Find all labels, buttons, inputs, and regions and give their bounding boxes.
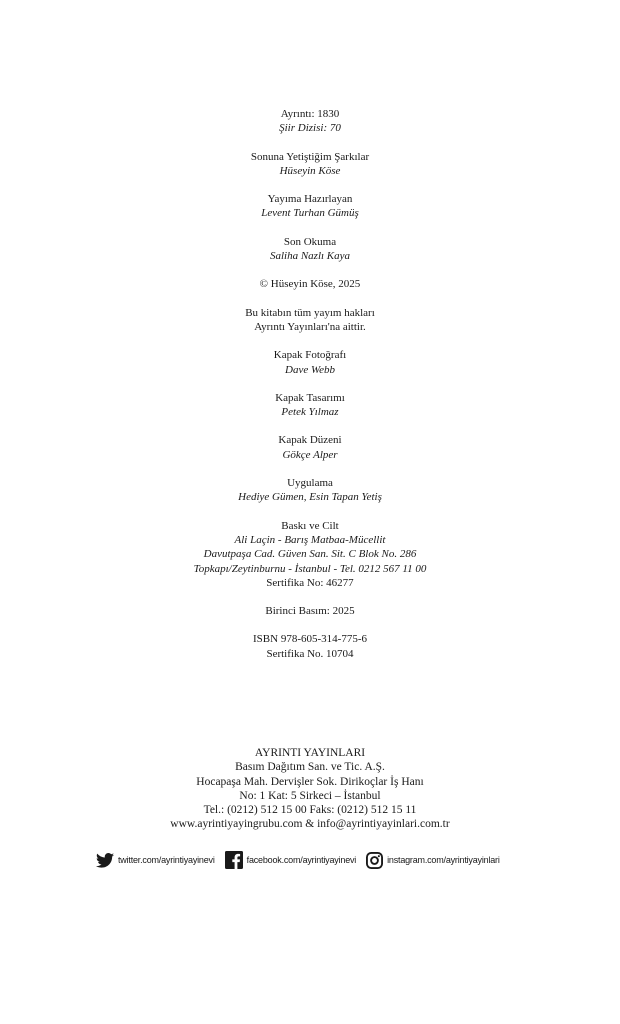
- editor-name: Levent Turhan Gümüş: [261, 207, 359, 220]
- cover-design-credit: [0, 391, 620, 420]
- facebook-icon: [225, 851, 243, 869]
- imprint-block: [0, 107, 620, 675]
- author-name: Hüseyin Köse: [279, 164, 341, 177]
- rights-line-2: Ayrıntı Yayınları'na aittir.: [254, 320, 366, 333]
- series-name: Şiir Dizisi: 70: [279, 122, 341, 135]
- application-credit: [0, 476, 620, 505]
- cover-layout-label: Kapak Düzeni: [278, 434, 342, 447]
- print-label: Baskı ve Cilt: [281, 519, 339, 532]
- title-author: [0, 150, 620, 179]
- application-label: Uygulama: [287, 477, 333, 490]
- certificate-number: Sertifika No. 10704: [266, 647, 354, 660]
- publisher-block: [0, 746, 620, 832]
- proof-label: Son Okuma: [283, 235, 337, 248]
- cover-layout-name: Gökçe Alper: [282, 448, 338, 461]
- cover-design-name: Petek Yılmaz: [281, 406, 339, 419]
- print-line-2: Davutpaşa Cad. Güven San. Sit. C Blok No. 286: [203, 548, 417, 561]
- publisher-address-1: Hocapaşa Mah. Dervişler Sok. Dirikoçlar İş Hanı: [196, 775, 424, 788]
- cover-photo-label: Kapak Fotoğrafı: [273, 349, 347, 362]
- twitter-icon: [96, 853, 114, 868]
- instagram-handle: instagram.com/ayrintiyayinlari: [387, 855, 500, 865]
- publisher-name: AYRINTI YAYINLARI: [254, 747, 366, 759]
- isbn-info: [0, 632, 620, 661]
- facebook-handle: facebook.com/ayrintiyayinevi: [246, 855, 357, 865]
- series-info: [0, 107, 620, 136]
- print-credit: [0, 519, 620, 590]
- print-certificate: Sertifika No: 46277: [266, 576, 354, 589]
- isbn: ISBN 978-605-314-775-6: [253, 633, 367, 646]
- proof-name: Saliha Nazlı Kaya: [269, 250, 351, 263]
- print-line-1: Ali Laçin - Barış Matbaa-Mücellit: [234, 533, 386, 546]
- social-links: [96, 850, 536, 870]
- copyright-notice: [0, 277, 620, 291]
- cover-layout-credit: [0, 433, 620, 462]
- edition-info: [0, 604, 620, 618]
- facebook-link[interactable]: [225, 851, 356, 869]
- twitter-handle: twitter.com/ayrintiyayinevi: [118, 855, 215, 865]
- rights-notice: [0, 306, 620, 335]
- print-line-3: Topkapı/Zeytinburnu - İstanbul - Tel. 0212 567 11 00: [193, 562, 427, 575]
- instagram-icon: [366, 852, 383, 869]
- cover-photo-credit: [0, 348, 620, 377]
- publisher-phone: Tel.: (0212) 512 15 00 Faks: (0212) 512 15 11: [203, 804, 417, 817]
- instagram-link[interactable]: [366, 852, 500, 869]
- rights-line-1: Bu kitabın tüm yayım hakları: [245, 306, 375, 319]
- copyright-line: © Hüseyin Köse, 2025: [259, 278, 361, 291]
- publisher-address-2: No: 1 Kat: 5 Sirkeci – İstanbul: [239, 789, 381, 802]
- series-number: Ayrıntı: 1830: [280, 108, 340, 120]
- book-title: Sonuna Yetiştiğim Şarkılar: [250, 150, 370, 163]
- editor-credit: [0, 192, 620, 221]
- first-edition: Birinci Basım: 2025: [265, 605, 355, 618]
- twitter-link[interactable]: [96, 853, 215, 868]
- editor-label: Yayıma Hazırlayan: [267, 193, 353, 206]
- publisher-web-email[interactable]: www.ayrintiyayingrubu.com & info@ayrintiyayinlari.com.tr: [170, 818, 450, 831]
- proof-credit: [0, 235, 620, 264]
- application-names: Hediye Gümen, Esin Tapan Yetiş: [238, 491, 382, 504]
- publisher-company: Basım Dağıtım San. ve Tic. A.Ş.: [235, 761, 385, 774]
- cover-photo-name: Dave Webb: [285, 363, 335, 376]
- cover-design-label: Kapak Tasarımı: [275, 391, 345, 404]
